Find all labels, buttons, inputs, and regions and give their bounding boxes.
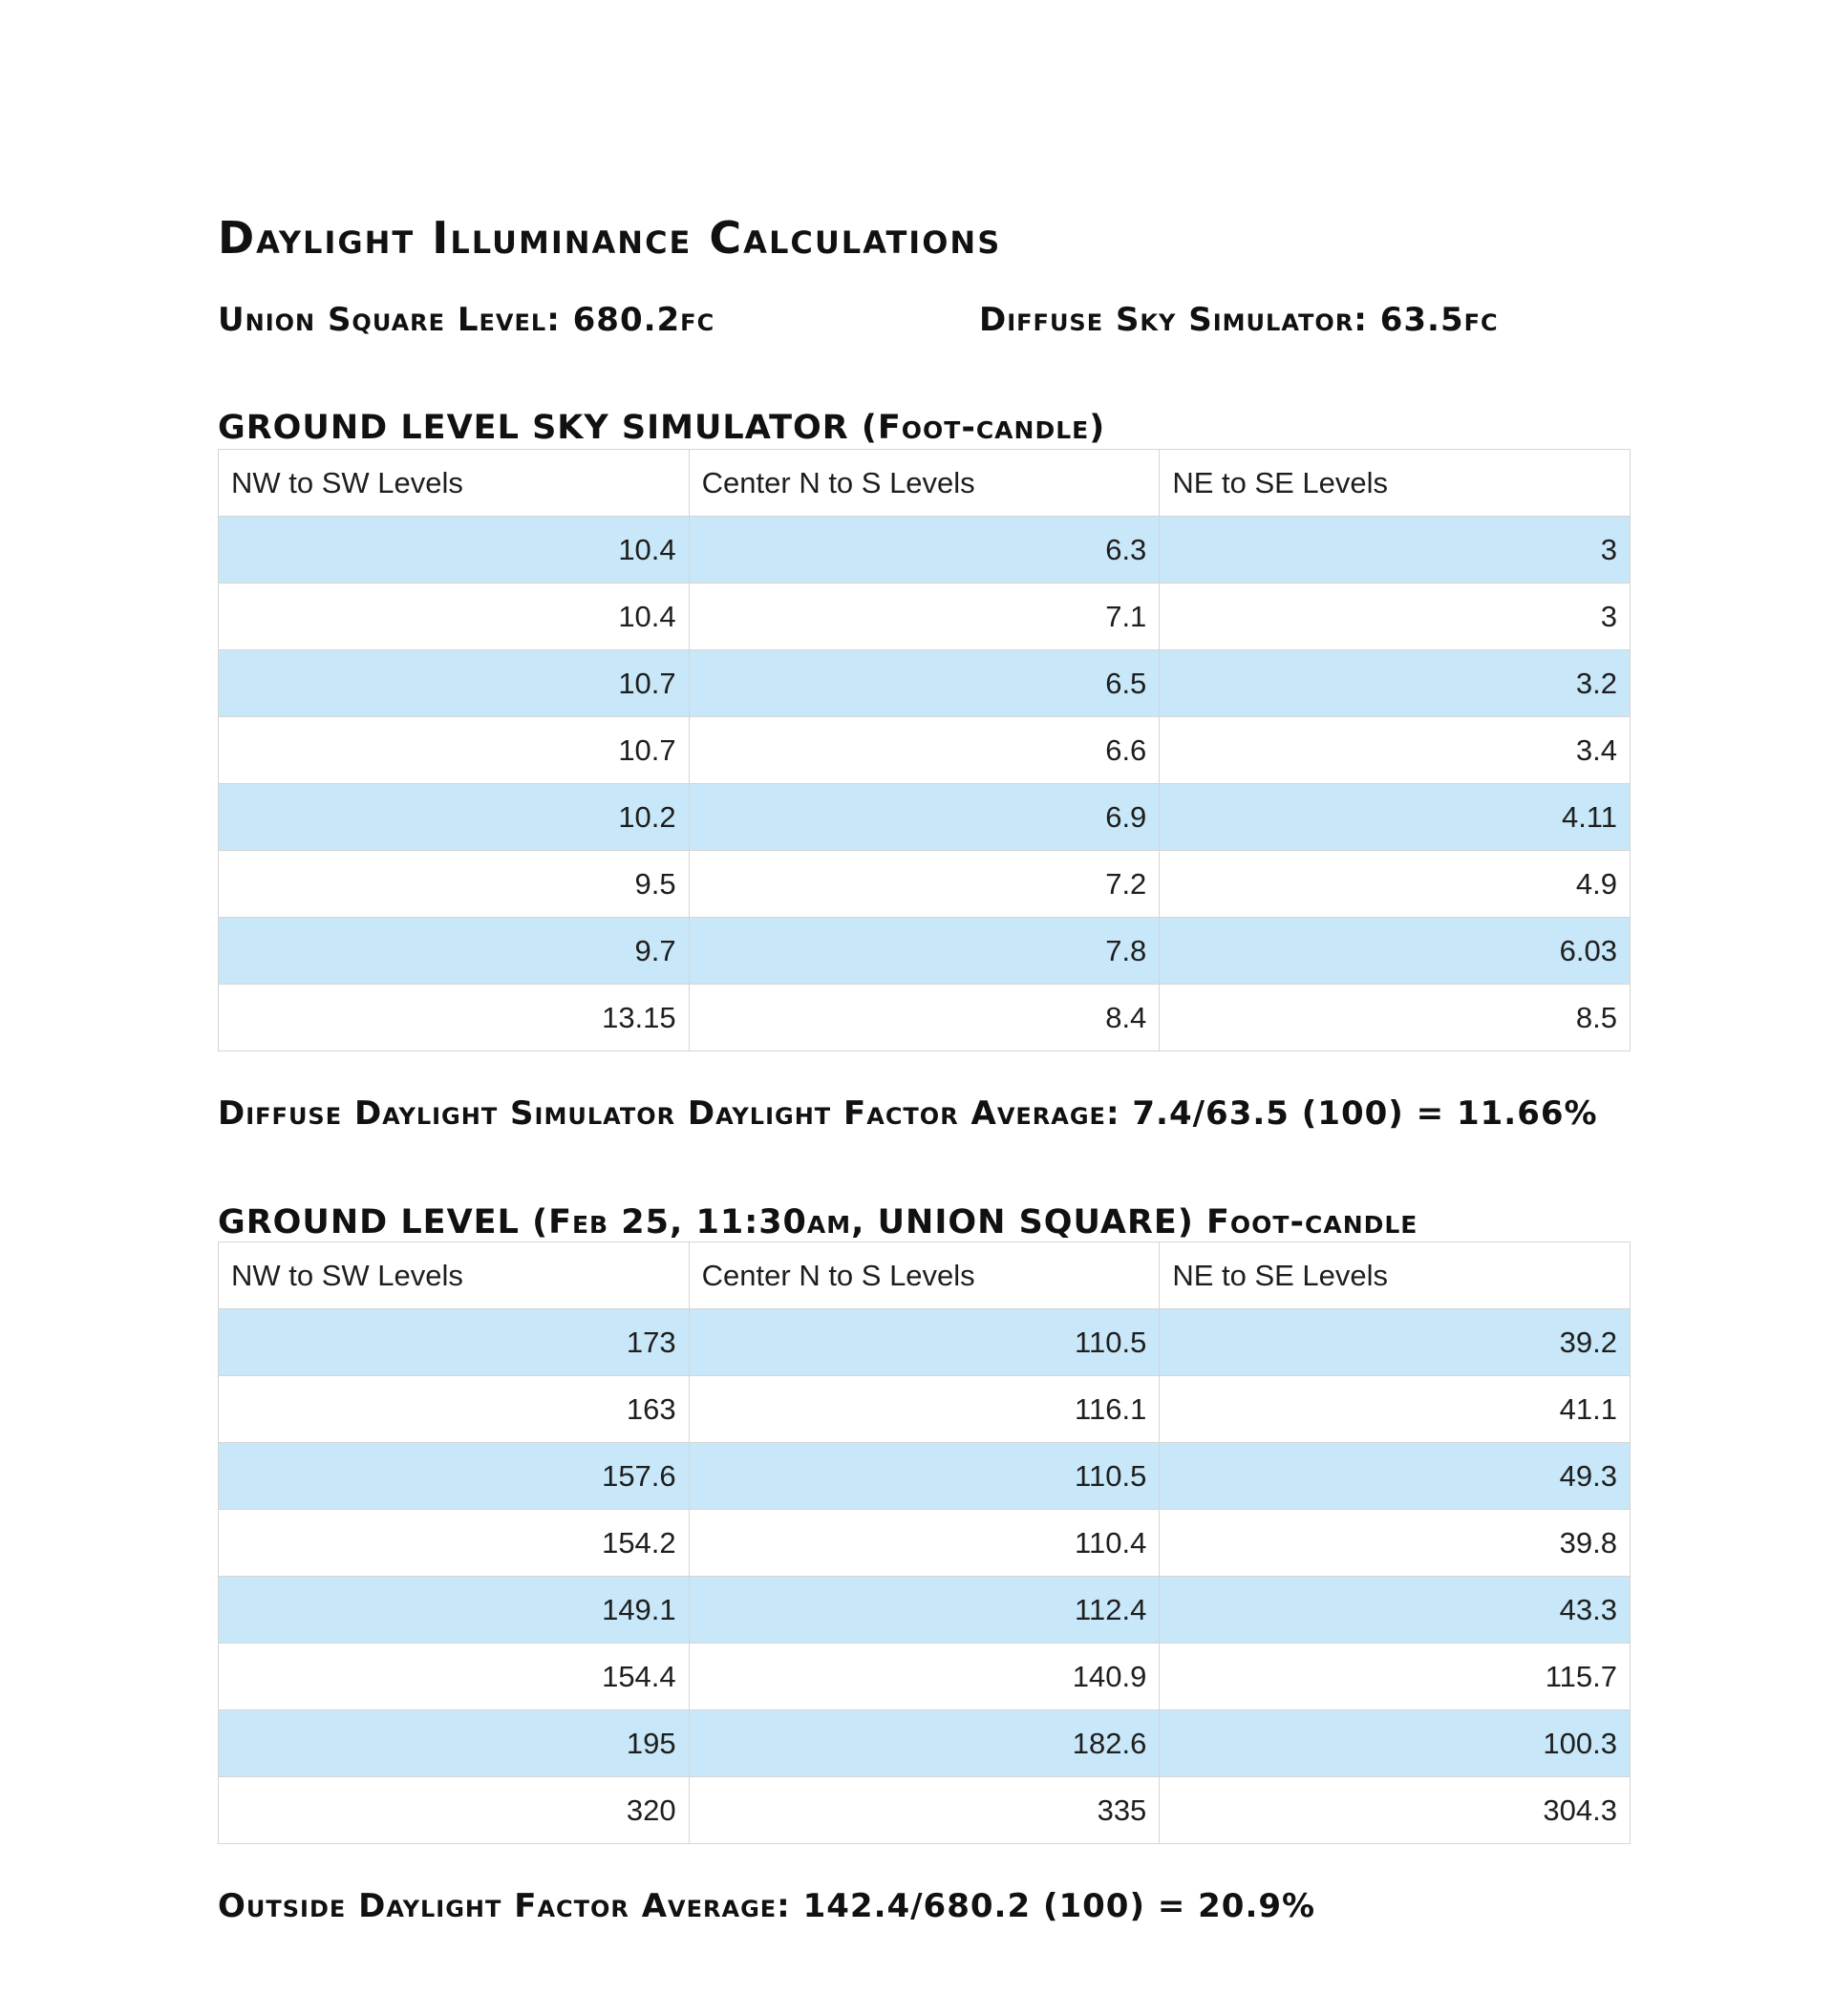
table-row: [219, 1777, 1631, 1844]
table-cell: 6.5: [689, 650, 1160, 717]
table-header-row: [219, 1242, 1631, 1309]
table-cell: 3: [1160, 517, 1631, 584]
table-cell: 3.2: [1160, 650, 1631, 717]
column-header-center: Center N to S Levels: [689, 1242, 1160, 1309]
table-row: [219, 1710, 1631, 1777]
table-cell: 49.3: [1160, 1443, 1631, 1510]
table-row: [219, 985, 1631, 1051]
table-cell: 6.03: [1160, 918, 1631, 985]
table-cell: 149.1: [219, 1577, 690, 1644]
table-cell: 6.3: [689, 517, 1160, 584]
table-cell: 163: [219, 1376, 690, 1443]
table-cell: 182.6: [689, 1710, 1160, 1777]
table-cell: 10.2: [219, 784, 690, 851]
diffuse-daylight-factor-average: Diffuse Daylight Simulator Daylight Factor Average: 7.4/63.5 (100) = 11.66%: [218, 1094, 1598, 1133]
table-cell: 3: [1160, 584, 1631, 650]
column-header-ne-se: NE to SE Levels: [1160, 1242, 1631, 1309]
table-cell: 110.5: [689, 1309, 1160, 1376]
table-row: [219, 1644, 1631, 1710]
table-cell: 7.2: [689, 851, 1160, 918]
table-cell: 9.5: [219, 851, 690, 918]
diffuse-sky-simulator-level: Diffuse Sky Simulator: 63.5fc: [979, 301, 1499, 339]
table-cell: 6.6: [689, 717, 1160, 784]
outside-table-heading: GROUND LEVEL (Feb 25, 11:30am, UNION SQUARE) Foot-candle: [218, 1203, 1418, 1241]
table-row: [219, 918, 1631, 985]
table-cell: 115.7: [1160, 1644, 1631, 1710]
table-cell: 39.8: [1160, 1510, 1631, 1577]
table-cell: 335: [689, 1777, 1160, 1844]
table-cell: 154.4: [219, 1644, 690, 1710]
column-header-ne-se: NE to SE Levels: [1160, 450, 1631, 517]
table-row: [219, 650, 1631, 717]
table-cell: 7.1: [689, 584, 1160, 650]
table-cell: 8.4: [689, 985, 1160, 1051]
table-cell: 320: [219, 1777, 690, 1844]
column-header-center: Center N to S Levels: [689, 450, 1160, 517]
table-cell: 43.3: [1160, 1577, 1631, 1644]
table-row: [219, 784, 1631, 851]
table-cell: 110.4: [689, 1510, 1160, 1577]
table-cell: 195: [219, 1710, 690, 1777]
table-row: [219, 1443, 1631, 1510]
table-cell: 4.9: [1160, 851, 1631, 918]
sky-simulator-table-heading: GROUND LEVEL SKY SIMULATOR (Foot-candle): [218, 409, 1106, 447]
union-square-level: Union Square Level: 680.2fc: [218, 301, 715, 339]
table-row: [219, 1510, 1631, 1577]
page-title: Daylight Illuminance Calculations: [218, 212, 1002, 264]
table-cell: 13.15: [219, 985, 690, 1051]
outside-daylight-factor-average: Outside Daylight Factor Average: 142.4/680.2 (100) = 20.9%: [218, 1887, 1316, 1925]
table-cell: 304.3: [1160, 1777, 1631, 1844]
table-cell: 112.4: [689, 1577, 1160, 1644]
table-cell: 100.3: [1160, 1710, 1631, 1777]
table-cell: 157.6: [219, 1443, 690, 1510]
sky-simulator-table: [218, 449, 1631, 1051]
table-cell: 10.7: [219, 650, 690, 717]
table-cell: 4.11: [1160, 784, 1631, 851]
column-header-nw-sw: NW to SW Levels: [219, 1242, 690, 1309]
table-row: [219, 517, 1631, 584]
table-cell: 116.1: [689, 1376, 1160, 1443]
table-cell: 140.9: [689, 1644, 1160, 1710]
table-row: [219, 584, 1631, 650]
table-row: [219, 717, 1631, 784]
table-row: [219, 851, 1631, 918]
table-cell: 173: [219, 1309, 690, 1376]
table-cell: 110.5: [689, 1443, 1160, 1510]
table-cell: 6.9: [689, 784, 1160, 851]
outside-ground-level-table: [218, 1241, 1631, 1844]
table-cell: 41.1: [1160, 1376, 1631, 1443]
table-cell: 39.2: [1160, 1309, 1631, 1376]
table-cell: 8.5: [1160, 985, 1631, 1051]
table-cell: 3.4: [1160, 717, 1631, 784]
table-cell: 154.2: [219, 1510, 690, 1577]
table-row: [219, 1309, 1631, 1376]
table-row: [219, 1577, 1631, 1644]
table-cell: 10.7: [219, 717, 690, 784]
table-cell: 7.8: [689, 918, 1160, 985]
table-header-row: [219, 450, 1631, 517]
table-cell: 9.7: [219, 918, 690, 985]
table-cell: 10.4: [219, 584, 690, 650]
table-row: [219, 1376, 1631, 1443]
column-header-nw-sw: NW to SW Levels: [219, 450, 690, 517]
table-cell: 10.4: [219, 517, 690, 584]
